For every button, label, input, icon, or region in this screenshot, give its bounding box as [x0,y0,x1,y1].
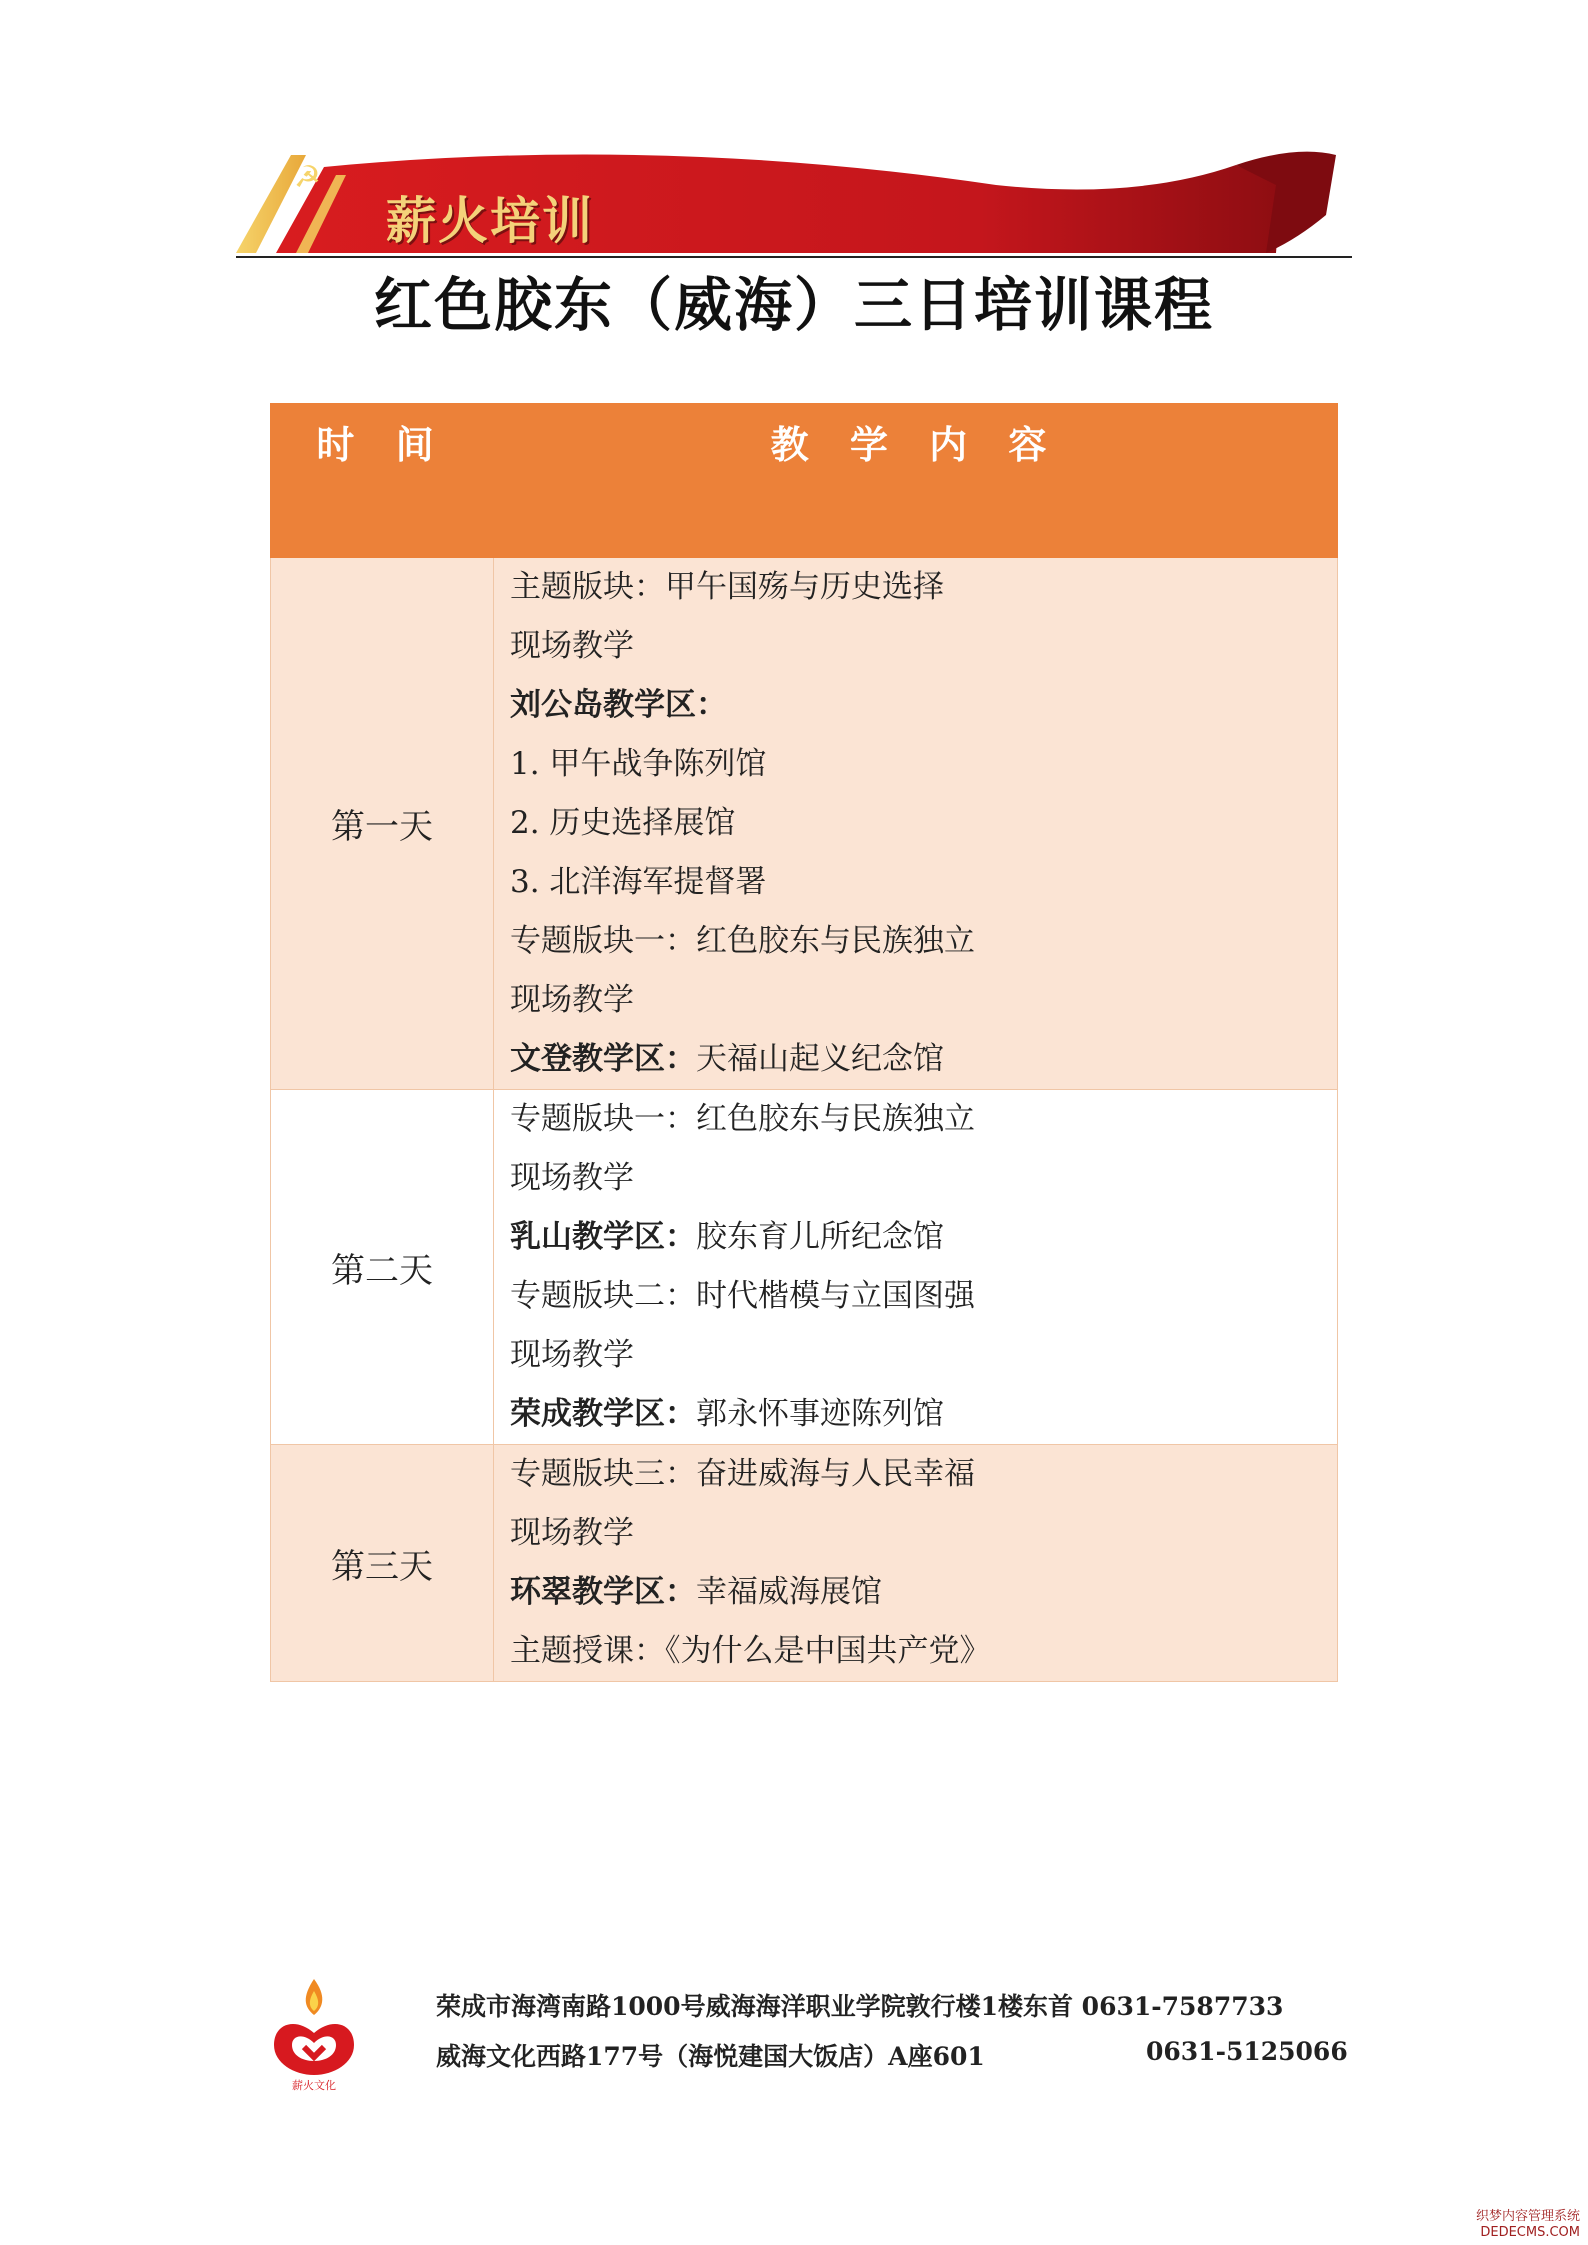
header-content: 教 学 内 容 [494,404,1338,558]
table-header-row [271,404,1338,558]
content-text: 郭永怀事迹陈列馆 [696,1396,944,1432]
table-row [271,1445,1338,1682]
footer [236,1965,1352,2095]
content-line [510,1208,1321,1267]
day-label: 第二天 [271,1090,494,1445]
company-logo [254,1971,374,2091]
content-line [510,1030,1321,1089]
content-line [510,912,1321,971]
content-cell [494,558,1338,1090]
content-text: 现场教学 [510,1160,634,1196]
address-line-2: 威海文化西路177号（海悦建国大饭店）A座601 [436,2042,985,2071]
teaching-area-label: 文登教学区： [510,1041,696,1077]
content-line [510,558,1321,617]
content-text: 现场教学 [510,628,634,664]
content-line [510,1326,1321,1385]
content-text: 胶东育儿所纪念馆 [696,1219,944,1255]
content-line [510,794,1321,853]
content-line [510,676,1321,735]
content-line [510,1149,1321,1208]
content-line [510,853,1321,912]
day-label: 第三天 [271,1445,494,1682]
content-line [510,1267,1321,1326]
page-title: 红色胶东（威海）三日培训课程 [373,271,1214,339]
watermark-line-1: 织梦内容管理系统 [1475,2209,1580,2224]
flame-logo-icon [254,1971,374,2091]
content-line [510,617,1321,676]
content-text: 2. 历史选择展馆 [510,805,736,841]
content-cell [494,1445,1338,1682]
content-text: 1. 甲午战争陈列馆 [510,746,767,782]
table-row [271,1090,1338,1445]
content-text: 专题版块三：奋进威海与人民幸福 [510,1456,975,1492]
watermark-line-2: DEDECMS.COM [1480,2225,1580,2240]
content-line [510,1445,1321,1504]
content-text: 现场教学 [510,982,634,1018]
banner-label: 薪火培训 [386,192,594,250]
content-text: 专题版块一：红色胶东与民族独立 [510,1101,975,1137]
teaching-area-label: 荣成教学区： [510,1396,696,1432]
content-text: 现场教学 [510,1337,634,1373]
svg-text:☭: ☭ [294,160,321,195]
content-cell [494,1090,1338,1445]
teaching-area-label: 刘公岛教学区： [510,687,727,723]
logo-text: 薪火文化 [292,2079,336,2091]
day-label: 第一天 [271,558,494,1090]
content-line [510,1504,1321,1563]
content-line [510,735,1321,794]
content-text: 专题版块二：时代楷模与立国图强 [510,1278,975,1314]
content-text: 专题版块一：红色胶东与民族独立 [510,923,975,959]
header-time: 时 间 [271,404,494,558]
content-text: 主题版块：甲午国殇与历史选择 [510,569,944,605]
schedule-table [270,403,1338,1682]
content-line [510,1385,1321,1444]
content-text: 现场教学 [510,1515,634,1551]
teaching-area-label: 环翠教学区： [510,1574,696,1610]
content-line [510,971,1321,1030]
teaching-area-label: 乳山教学区： [510,1219,696,1255]
content-text: 天福山起义纪念馆 [696,1041,944,1077]
phone-number-2: 0631-5125066 [1146,2037,1348,2066]
content-line [510,1563,1321,1622]
table-row [271,558,1338,1090]
content-line [510,1622,1321,1681]
content-text: 幸福威海展馆 [696,1574,882,1610]
content-line [510,1090,1321,1149]
watermark [1476,2209,1580,2241]
address-line-1: 荣成市海湾南路1000号威海海洋职业学院敦行楼1楼东首 0631-7587733 [436,1992,1284,2021]
header-banner [236,145,1338,263]
content-text: 主题授课：《为什么是中国共产党》 [510,1633,991,1669]
content-text: 3. 北洋海军提督署 [510,864,767,900]
